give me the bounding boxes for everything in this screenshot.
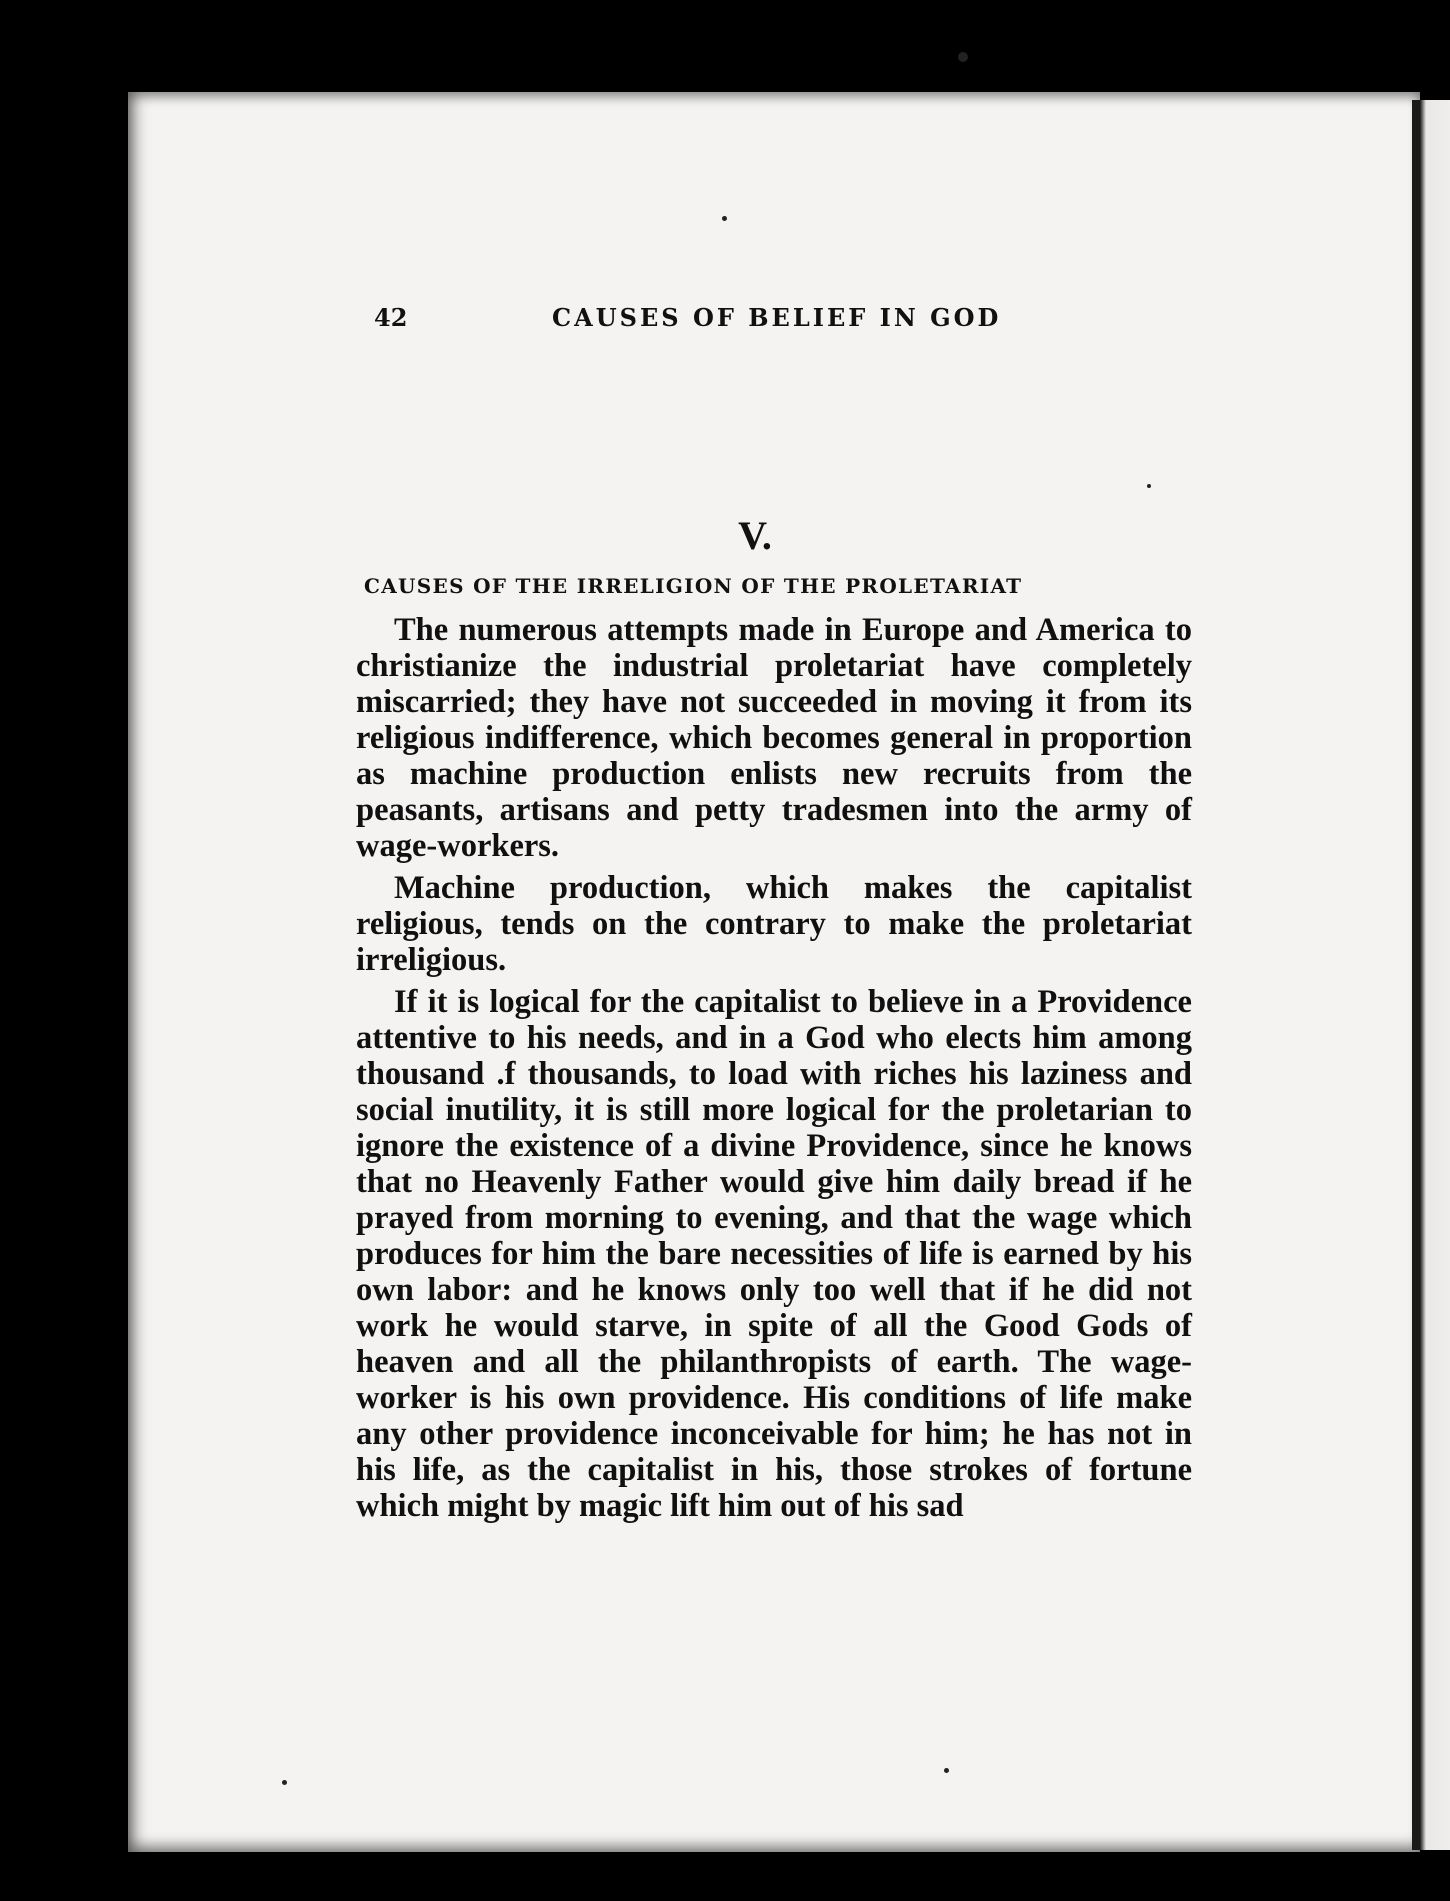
scan-speck [282, 1780, 287, 1785]
body-text [356, 612, 1192, 1530]
facing-page-edge [1412, 100, 1450, 1850]
section-title: CAUSES OF THE IRRELIGION OF THE PROLETARIAT [364, 574, 1023, 598]
paragraph: If it is logical for the capitalist to believe in a Providence attentive to his needs, and in a God who elects him among thousand .f thousands, to load with riches his laziness and social inutility, it is still more logical for the proletarian to ignore the existence of a divine Providence, since he knows that no Heavenly Father would give him daily bread if he prayed from morning to evening, and that the wage which produces for him the bare necessities of life is earned by his own labor: and he knows only too well that if he did not work he would starve, in spite of all the Good Gods of heaven and all the philanthropists of earth. The wage-worker is his own providence. His conditions of life make any other providence inconceivable for him; he has not in his life, as the capitalist in his, those strokes of fortune which might by magic lift him out of his sad [356, 984, 1192, 1524]
page-number: 42 [374, 303, 408, 332]
running-head [0, 303, 1450, 343]
scan-speck [1147, 484, 1151, 488]
scan-speck [944, 1768, 949, 1773]
scan-speck [722, 216, 727, 221]
paragraph: The numerous attempts made in Europe and America to christianize the industrial proletariat have completely miscarried; they have not succeeded in moving it from its religious indifference, which becomes general in proportion as machine production enlists new recruits from the peasants, artisans and petty tradesmen into the army of wage-workers. [356, 612, 1192, 864]
paragraph: Machine production, which makes the capitalist religious, tends on the contrary to make the proletariat irreligious. [356, 870, 1192, 978]
running-head-title: CAUSES OF BELIEF IN GOD [552, 303, 1002, 332]
section-numeral: V. [738, 513, 772, 558]
scan-speck [958, 52, 968, 62]
